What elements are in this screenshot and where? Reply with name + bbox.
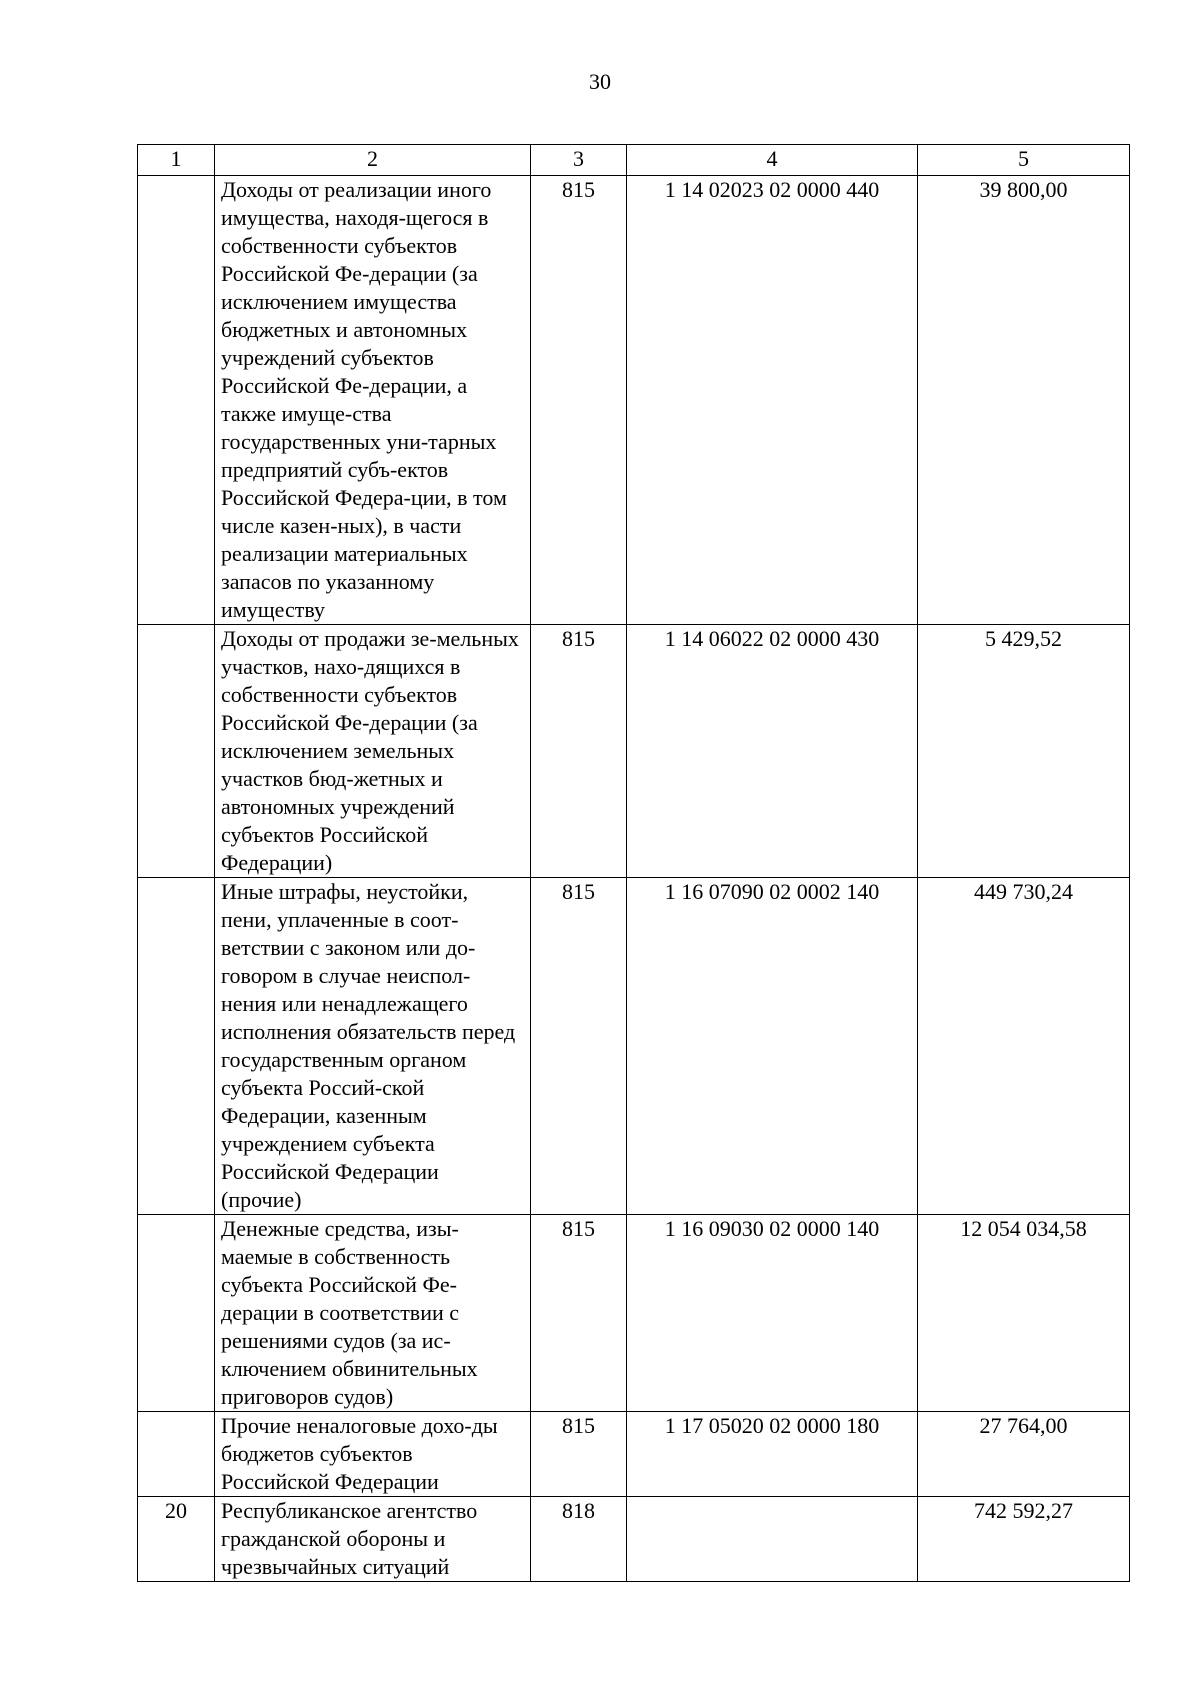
budget-revenue-table bbox=[137, 144, 1130, 1582]
table-header-row bbox=[138, 145, 1130, 176]
admin-code-cell: 815 bbox=[531, 176, 627, 625]
table-row bbox=[138, 625, 1130, 878]
table-row bbox=[138, 176, 1130, 625]
amount-cell: 39 800,00 bbox=[918, 176, 1130, 625]
amount-cell: 12 054 034,58 bbox=[918, 1215, 1130, 1412]
page-number: 30 bbox=[589, 69, 611, 94]
admin-code-cell: 815 bbox=[531, 1215, 627, 1412]
classification-code-cell: 1 16 07090 02 0002 140 bbox=[627, 878, 918, 1215]
header-col-5: 5 bbox=[918, 145, 1130, 176]
classification-code-cell: 1 14 06022 02 0000 430 bbox=[627, 625, 918, 878]
revenue-name-cell: Прочие неналоговые дохо-ды бюджетов субъектов Российской Федерации bbox=[215, 1412, 531, 1497]
revenue-name-cell: Республиканское агентство гражданской обороны и чрезвычайных ситуаций bbox=[215, 1497, 531, 1582]
table-row bbox=[138, 1497, 1130, 1582]
row-number-cell bbox=[138, 1215, 215, 1412]
row-number-cell bbox=[138, 625, 215, 878]
amount-cell: 449 730,24 bbox=[918, 878, 1130, 1215]
revenue-name-cell: Денежные средства, изы-маемые в собственность субъекта Российской Фе-дерации в соответствии с решениями судов (за ис-ключением обвинительных приговоров судов) bbox=[215, 1215, 531, 1412]
header-col-4: 4 bbox=[627, 145, 918, 176]
table-row bbox=[138, 1412, 1130, 1497]
header-col-3: 3 bbox=[531, 145, 627, 176]
row-number-cell: 20 bbox=[138, 1497, 215, 1582]
amount-cell: 742 592,27 bbox=[918, 1497, 1130, 1582]
classification-code-cell: 1 17 05020 02 0000 180 bbox=[627, 1412, 918, 1497]
row-number-cell bbox=[138, 878, 215, 1215]
header-col-2: 2 bbox=[215, 145, 531, 176]
table-row bbox=[138, 1215, 1130, 1412]
admin-code-cell: 815 bbox=[531, 878, 627, 1215]
header-col-1: 1 bbox=[138, 145, 215, 176]
table-row bbox=[138, 878, 1130, 1215]
classification-code-cell bbox=[627, 1497, 918, 1582]
revenue-name-cell: Доходы от реализации иного имущества, находя-щегося в собственности субъектов Российской Фе-дерации (за исключением имущества бюджетных и автономных учреждений субъектов Российской Фе-дерации, а также имуще-ства государственных уни-тарных предприятий субъ-ектов Российской Федера-ции, в том числе казен-ных), в части реализации материальных запасов по указанному имуществу bbox=[215, 176, 531, 625]
row-number-cell bbox=[138, 1412, 215, 1497]
row-number-cell bbox=[138, 176, 215, 625]
amount-cell: 27 764,00 bbox=[918, 1412, 1130, 1497]
revenue-name-cell: Доходы от продажи зе-мельных участков, нахо-дящихся в собственности субъектов Российской Фе-дерации (за исключением земельных участков бюд-жетных и автономных учреждений субъектов Российской Федерации) bbox=[215, 625, 531, 878]
revenue-name-cell: Иные штрафы, неустойки, пени, уплаченные в соот-ветствии с законом или до-говором в случае неиспол-нения или ненадлежащего исполнения обязательств перед государственным органом субъекта Россий-ской Федерации, казенным учреждением субъекта Российской Федерации (прочие) bbox=[215, 878, 531, 1215]
classification-code-cell: 1 16 09030 02 0000 140 bbox=[627, 1215, 918, 1412]
classification-code-cell: 1 14 02023 02 0000 440 bbox=[627, 176, 918, 625]
admin-code-cell: 815 bbox=[531, 625, 627, 878]
admin-code-cell: 815 bbox=[531, 1412, 627, 1497]
amount-cell: 5 429,52 bbox=[918, 625, 1130, 878]
admin-code-cell: 818 bbox=[531, 1497, 627, 1582]
